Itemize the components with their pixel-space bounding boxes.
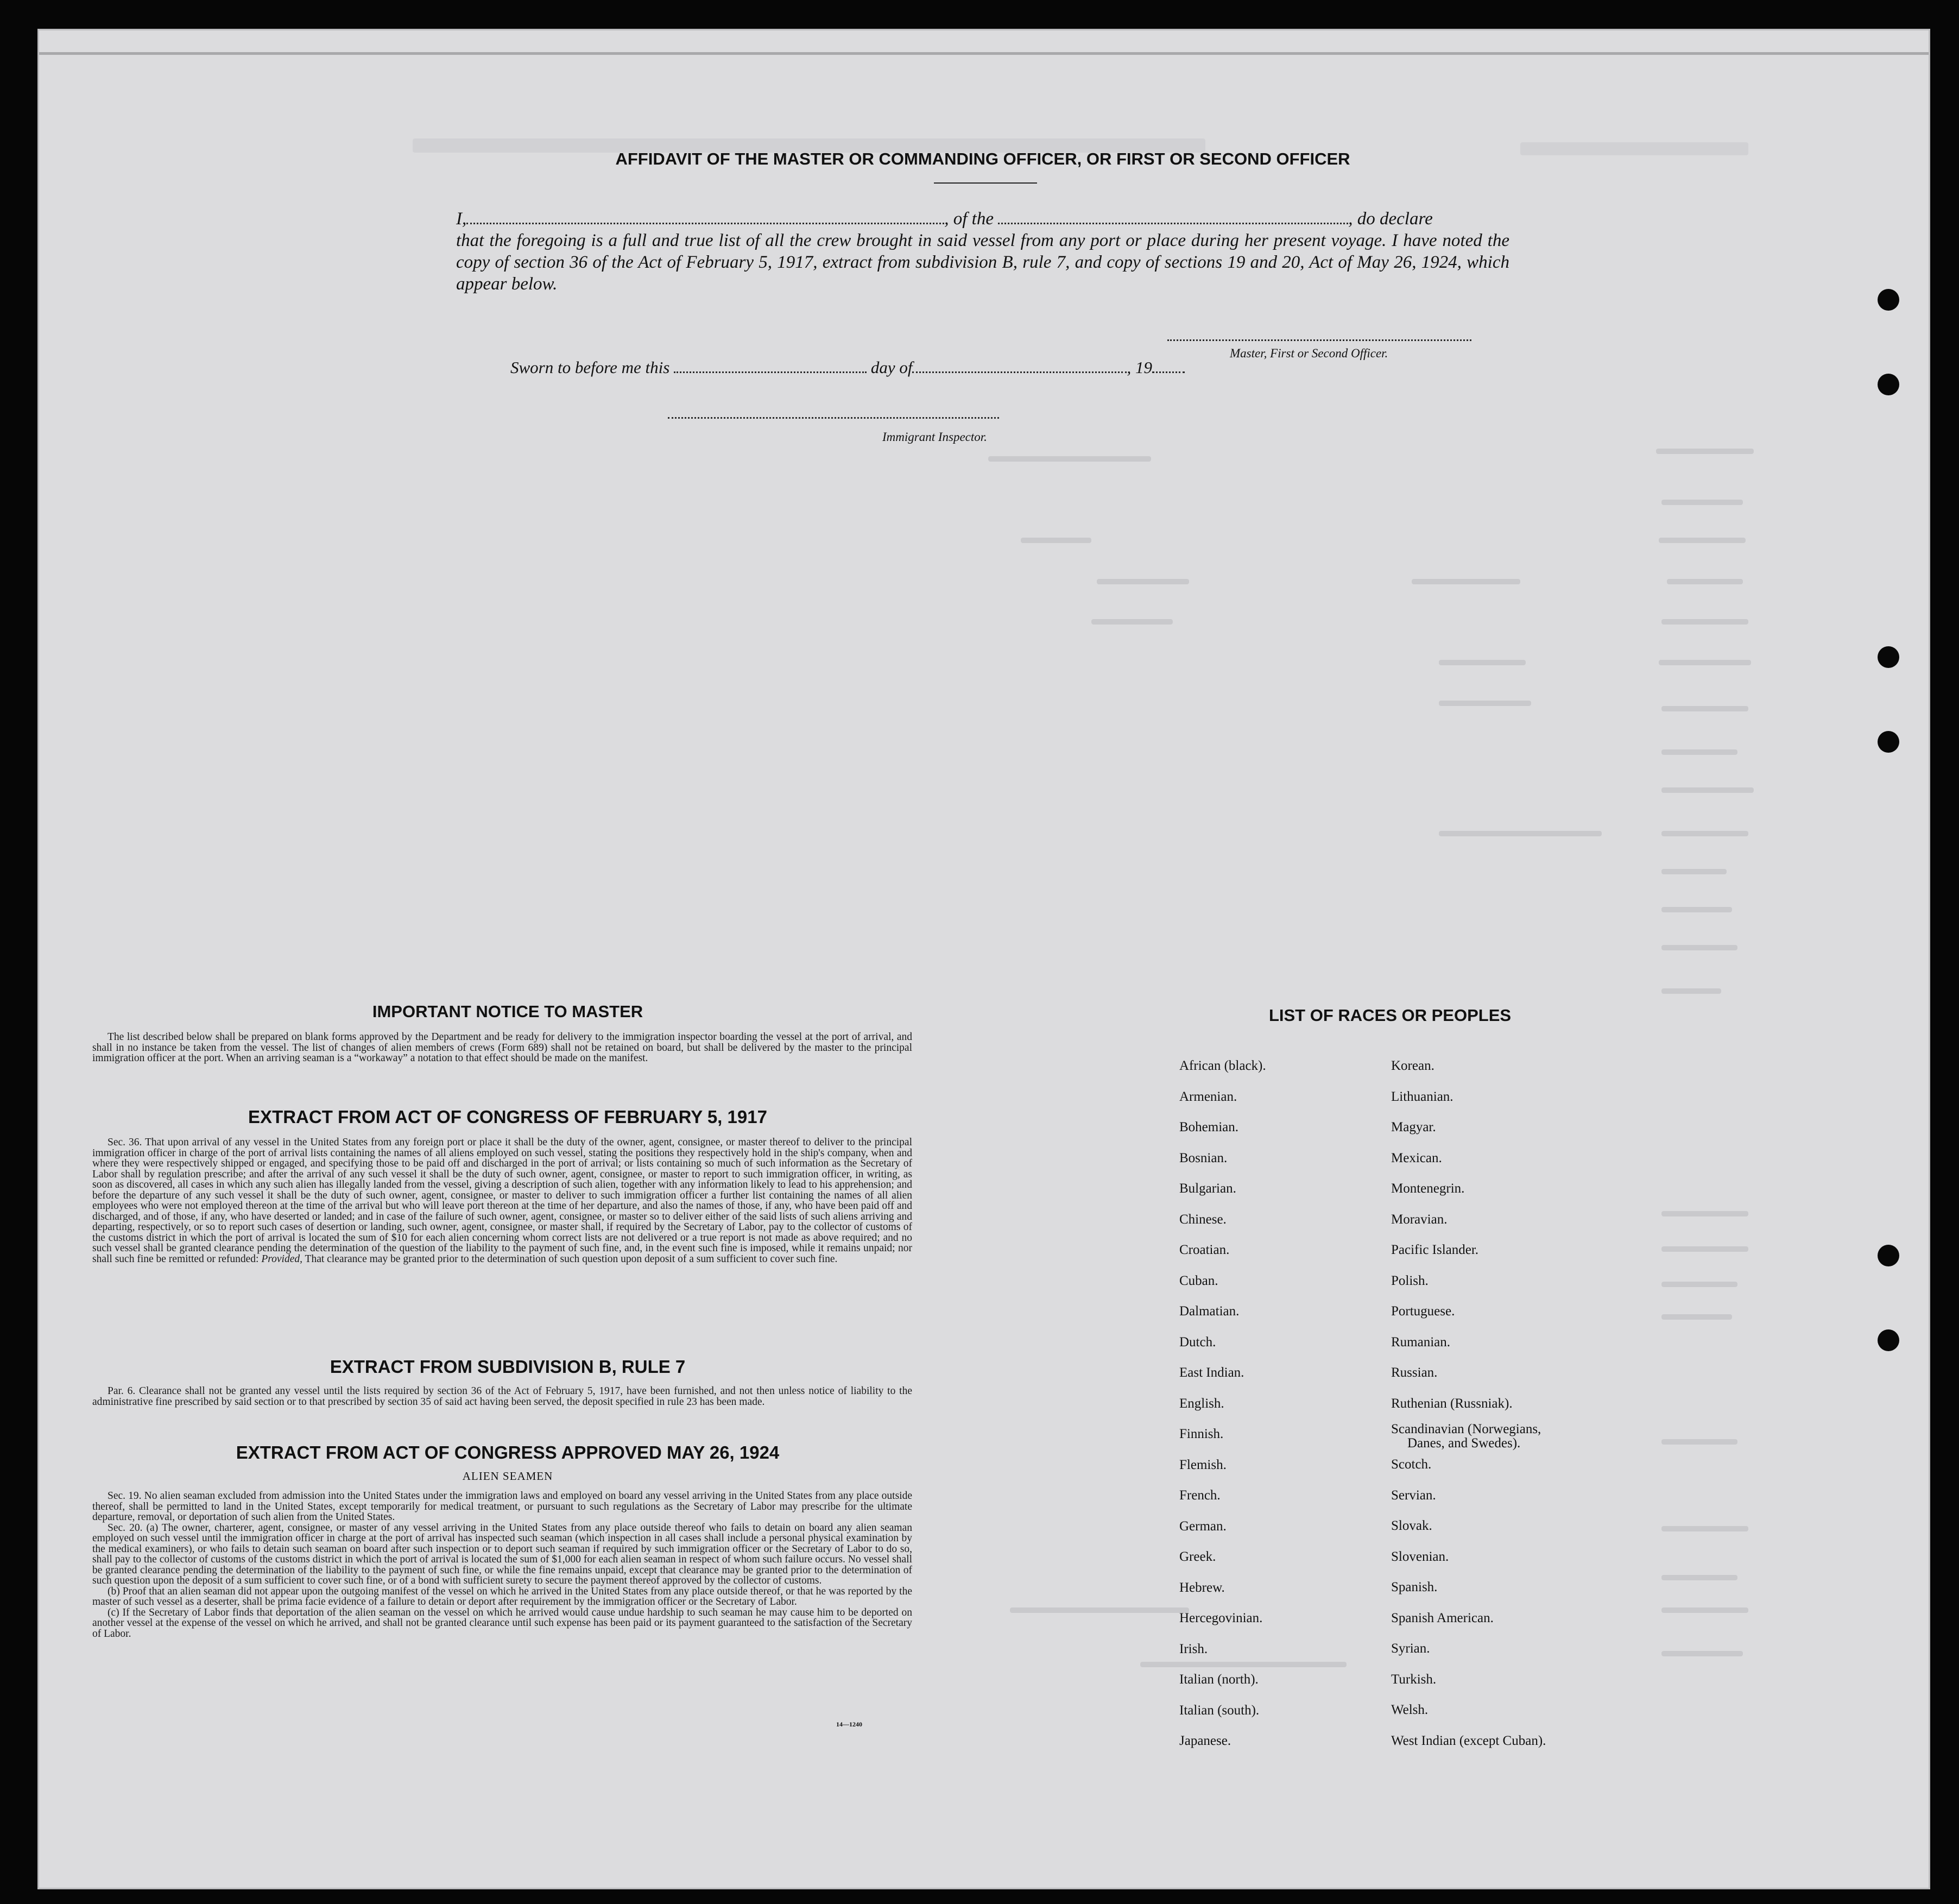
race-item: German. (1179, 1518, 1227, 1534)
binder-hole (1878, 731, 1899, 753)
act-1917-title: EXTRACT FROM ACT OF CONGRESS OF FEBRUARY 5, 1917 (248, 1107, 767, 1127)
act-1917-text: Sec. 36. That upon arrival of any vessel in the United States from any foreign port or place it shall be the duty of the owner, agent, consignee, or master thereof to deliver to the principal immigration officer in charge of the port of arrival lists containing the names of all aliens employed on such vessel, stating the positions they respectively hold in the ship's company, when and where they were respectively shipped or engaged, and specifying those to be paid off and discharged in the port of arrival; or lists containing so much of such information as the Secretary of Labor shall by regulation prescribe; and after the arrival of any such vessel it shall be the duty of such owner, agent, consignee, or master to report to such immigration officer, in writing, as soon as discovered, all cases in which any such alien has illegally landed from the vessel, giving a description of such alien, together with any information likely to lead to his apprehension; and before the departure of any such vessel it shall be the duty of such owner, agent, consignee, or master to deliver to such immigration officer a further list containing the names of all alien employees who were not employed thereon at the time of the arrival but who will leave port thereon at the time of her departure, and also the names of those, if any, who have been paid off and discharged, and of those, if any, who have deserted or landed; and in case of the failure of such owner, agent, consignee, or master so to deliver either of the said lists of such aliens arriving and departing, respectively, or so to report such cases of desertion or landing, such owner, agent, consignee, or master shall, if required by the Secretary of Labor, pay to the collector of customs of the customs district in which the port of arrival is located the sum of $10 for each alien concerning whom correct lists are not delivered or a true report is not made as above required; and no such vessel shall be granted clearance pending the determination of the question of the liability to the payment of such fine, and, in the event such fine is imposed, while it remains unpaid; nor shall such fine be remitted or refunded: Provided, That clearance may be granted prior to the determination of such question upon deposit of a sum sufficient to cover such fine. (92, 1137, 912, 1265)
race-item: Italian (south). (1179, 1703, 1260, 1718)
race-item: Hebrew. (1179, 1580, 1225, 1595)
oath-body: that the foregoing is a full and true list of all the crew brought in said vessel from any port or place during her present voyage. I have noted the copy of section 36 of the Act of February 5, 1917, extract from subdivision B, rule 7, and copy of sections 19 and 20, Act of May 26, 1924, which appear below. (456, 231, 1509, 294)
race-item: Bosnian. (1179, 1150, 1228, 1165)
race-item: Hercegovinian. (1179, 1611, 1263, 1625)
race-item: Ruthenian (Russniak). (1391, 1396, 1513, 1411)
race-item: Armenian. (1179, 1089, 1237, 1104)
affidavit-title: AFFIDAVIT OF THE MASTER OR COMMANDING OFFICER, OR FIRST OR SECOND OFFICER (615, 149, 1350, 168)
race-item: Lithuanian. (1391, 1089, 1454, 1104)
race-item: Portuguese. (1391, 1304, 1455, 1319)
race-item: Italian (north). (1179, 1672, 1259, 1687)
sec-20c: (c) If the Secretary of Labor finds that deportation of the alien seaman on the vessel on which he arrived would cause undue hardship to such seaman he may cause him to be deported on another vessel at the expense of the vessel on which he arrived, and shall not be granted clearance until such expense has been paid or its payment guaranteed to the satisfaction of the Secretary of Labor. (92, 1606, 912, 1640)
race-item: Welsh. (1391, 1703, 1429, 1717)
sec-19: Sec. 19. No alien seaman excluded from admission into the United States under the immigration laws and employed on board any vessel arriving in the United States from any place outside thereof, shall be permitted to land in the United States, except temporarily for medical treatment, or pursuant to such regulations as the Secretary of Labor may prescribe for the ultimate departure, removal, or deportation of such alien from the United States. (92, 1490, 912, 1523)
oath-declare: , do declare (1348, 209, 1433, 229)
act-1924-subtitle: ALIEN SEAMEN (462, 1470, 553, 1483)
race-item: Scandinavian (Norwegians, Danes, and Swedes). (1391, 1422, 1541, 1451)
race-item: Pacific Islander. (1391, 1243, 1479, 1257)
sworn-month-blank[interactable] (912, 360, 1127, 373)
act-1924-title: EXTRACT FROM ACT OF CONGRESS APPROVED MAY 26, 1924 (236, 1442, 780, 1462)
race-item: Mexican. (1391, 1150, 1442, 1165)
races-right-column (1391, 1051, 1546, 1756)
oath-i: I, (456, 209, 467, 229)
vessel-blank[interactable] (998, 211, 1348, 224)
form-number: 14—1240 (836, 1720, 862, 1728)
binder-hole (1878, 646, 1899, 668)
race-item: Finnish. (1179, 1427, 1224, 1441)
notice-title: IMPORTANT NOTICE TO MASTER (372, 1002, 643, 1021)
binder-hole (1878, 1329, 1899, 1351)
master-caption: Master, First or Second Officer. (1230, 346, 1388, 360)
race-item: East Indian. (1179, 1365, 1244, 1380)
sec-20b: (b) Proof that an alien seaman did not appear upon the outgoing manifest of the vessel on which he arrived in the United States from any place outside thereof, or that he was reported by the master of such vessel as a deserter, shall be prima facie evidence of a failure to detain or deport after requirement by the immigration officer or the Secretary of Labor. (92, 1585, 912, 1607)
inspector-caption: Immigrant Inspector. (882, 430, 987, 444)
sworn-line (510, 358, 1185, 377)
race-item: Greek. (1179, 1549, 1216, 1564)
race-item: Spanish American. (1391, 1610, 1494, 1625)
sworn-prefix: Sworn to before me this (510, 358, 670, 377)
sworn-year-blank[interactable] (1152, 360, 1185, 373)
race-item: French. (1179, 1488, 1221, 1503)
races-left-column (1179, 1051, 1266, 1757)
race-item: Korean. (1391, 1058, 1435, 1073)
race-item: African (black). (1179, 1058, 1266, 1073)
name-blank[interactable] (466, 211, 944, 224)
race-item: Flemish. (1179, 1457, 1227, 1472)
rule-7-title: EXTRACT FROM SUBDIVISION B, RULE 7 (330, 1357, 686, 1377)
rule-7-text: Par. 6. Clearance shall not be granted any vessel until the lists required by section 36 of the Act of February 5, 1917, have been furnished, and not then unless notice of liability to the administrative fine prescribed by said section or to that prescribed by section 35 of said act having been served, the deposit specified in rule 23 has been made. (92, 1385, 912, 1408)
races-title: LIST OF RACES OR PEOPLES (1268, 1006, 1512, 1025)
race-item: Japanese. (1179, 1733, 1231, 1748)
race-item: Irish. (1179, 1641, 1208, 1656)
act-1924-text (92, 1491, 912, 1639)
race-item: Magyar. (1391, 1120, 1436, 1134)
oath-of-the: , of the (944, 209, 994, 229)
notice-text: The list described below shall be prepared on blank forms approved by the Department and be ready for delivery to the immigration inspector boarding the vessel at the port of arrival, and shall in no instance be taken from the vessel. The list of changes of alien members of crews (Form 689) shall not be retained on board, but shall be delivered by the master to the principal immigration officer at the port. When an arriving seaman is a “workaway” a notation to that effect should be made on the manifest. (92, 1031, 912, 1064)
race-item: Montenegrin. (1391, 1181, 1465, 1196)
race-item: Bulgarian. (1179, 1181, 1236, 1196)
sec-20a: Sec. 20. (a) The owner, charterer, agent, consignee, or master of any vessel arriving in the United States from any place outside thereof who fails to detain on board any alien seaman employed on such vessel until the immigration officer in charge at the port of arrival has inspected such seaman (which inspection in all cases shall include a personal physical examination by the medical examiners), or who fails to detain such seaman on board after such inspection or to deport such seaman if required by such immigration officer or the Secretary of Labor to do so, shall pay to the collector of customs of the customs district in which the port of arrival is located the sum of $1,000 for each alien seaman in respect of whom such failure occurs. No vessel shall be granted clearance pending the determination of the liability to the payment of such fine, or while the fine remains unpaid, except that clearance may be granted prior to the determination of such question upon the deposit of a sum sufficient to cover such fine, or of a bond with sufficient surety to secure the payment thereof approved by the collector of customs. (92, 1522, 912, 1586)
race-item: Russian. (1391, 1365, 1438, 1380)
race-item: Dutch. (1179, 1334, 1216, 1350)
race-item: Croatian. (1179, 1243, 1230, 1257)
sworn-year: , 19 (1127, 358, 1152, 377)
affidavit-oath (456, 208, 1509, 295)
race-item: Slovak. (1391, 1518, 1432, 1533)
race-item: Scotch. (1391, 1457, 1432, 1472)
race-item: Turkish. (1391, 1672, 1437, 1687)
affidavit-title-rule (934, 182, 1037, 184)
sworn-day-of: day of (870, 358, 913, 377)
race-item: Rumanian. (1391, 1334, 1451, 1350)
race-item: Syrian. (1391, 1641, 1430, 1656)
binder-hole (1878, 1245, 1899, 1266)
race-item: Bohemian. (1179, 1120, 1239, 1134)
race-item: Moravian. (1391, 1212, 1448, 1227)
race-item: Polish. (1391, 1273, 1429, 1288)
race-item: Spanish. (1391, 1580, 1438, 1594)
sworn-day-blank[interactable] (674, 360, 867, 373)
race-item: West Indian (except Cuban). (1391, 1733, 1546, 1748)
race-item: Chinese. (1179, 1212, 1227, 1227)
inspector-signature-line[interactable] (668, 417, 999, 419)
binder-hole (1878, 289, 1899, 311)
page-fold-edge (39, 52, 1929, 55)
race-item: Dalmatian. (1179, 1304, 1240, 1319)
race-item: Servian. (1391, 1487, 1436, 1503)
master-signature-line[interactable] (1167, 339, 1471, 341)
race-item: English. (1179, 1396, 1224, 1411)
race-item: Cuban. (1179, 1273, 1218, 1288)
race-item: Slovenian. (1391, 1549, 1449, 1564)
binder-hole (1878, 374, 1899, 395)
